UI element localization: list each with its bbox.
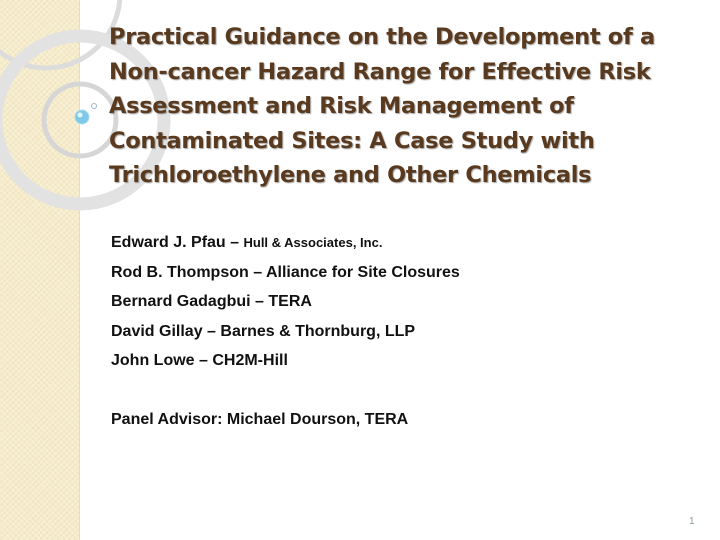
author-name: Edward J. Pfau – xyxy=(111,234,244,251)
author-name: Bernard Gadagbui – xyxy=(111,293,269,310)
author-affiliation: TERA xyxy=(268,293,312,310)
author-name: Rod B. Thompson – xyxy=(111,263,266,281)
author-line xyxy=(111,346,701,376)
author-affiliation: Barnes & Thornburg, LLP xyxy=(220,322,416,340)
panel-advisor-line: Panel Advisor: Michael Dourson, TERA xyxy=(111,411,409,428)
author-affiliation: Hull & Associates, Inc. xyxy=(243,235,383,250)
author-line xyxy=(111,317,701,347)
author-line xyxy=(111,287,701,317)
author-name: David Gillay – xyxy=(111,322,221,340)
spacer xyxy=(111,376,701,406)
author-list xyxy=(111,228,701,435)
slide-title: Practical Guidance on the Development of a Non-cancer Hazard Range for Effective Risk Assessment and Risk Management of Contaminated Sites: A Case Study with Trichloroethylene and Other Chemicals xyxy=(109,24,655,188)
author-line xyxy=(111,228,701,258)
page-number: 1 xyxy=(689,516,695,527)
author-line xyxy=(111,258,701,288)
author-name: John Lowe – xyxy=(111,352,213,369)
author-affiliation: CH2M-Hill xyxy=(212,352,288,369)
author-affiliation: Alliance for Site Closures xyxy=(265,263,460,281)
bubble-dot-icon xyxy=(75,104,97,125)
